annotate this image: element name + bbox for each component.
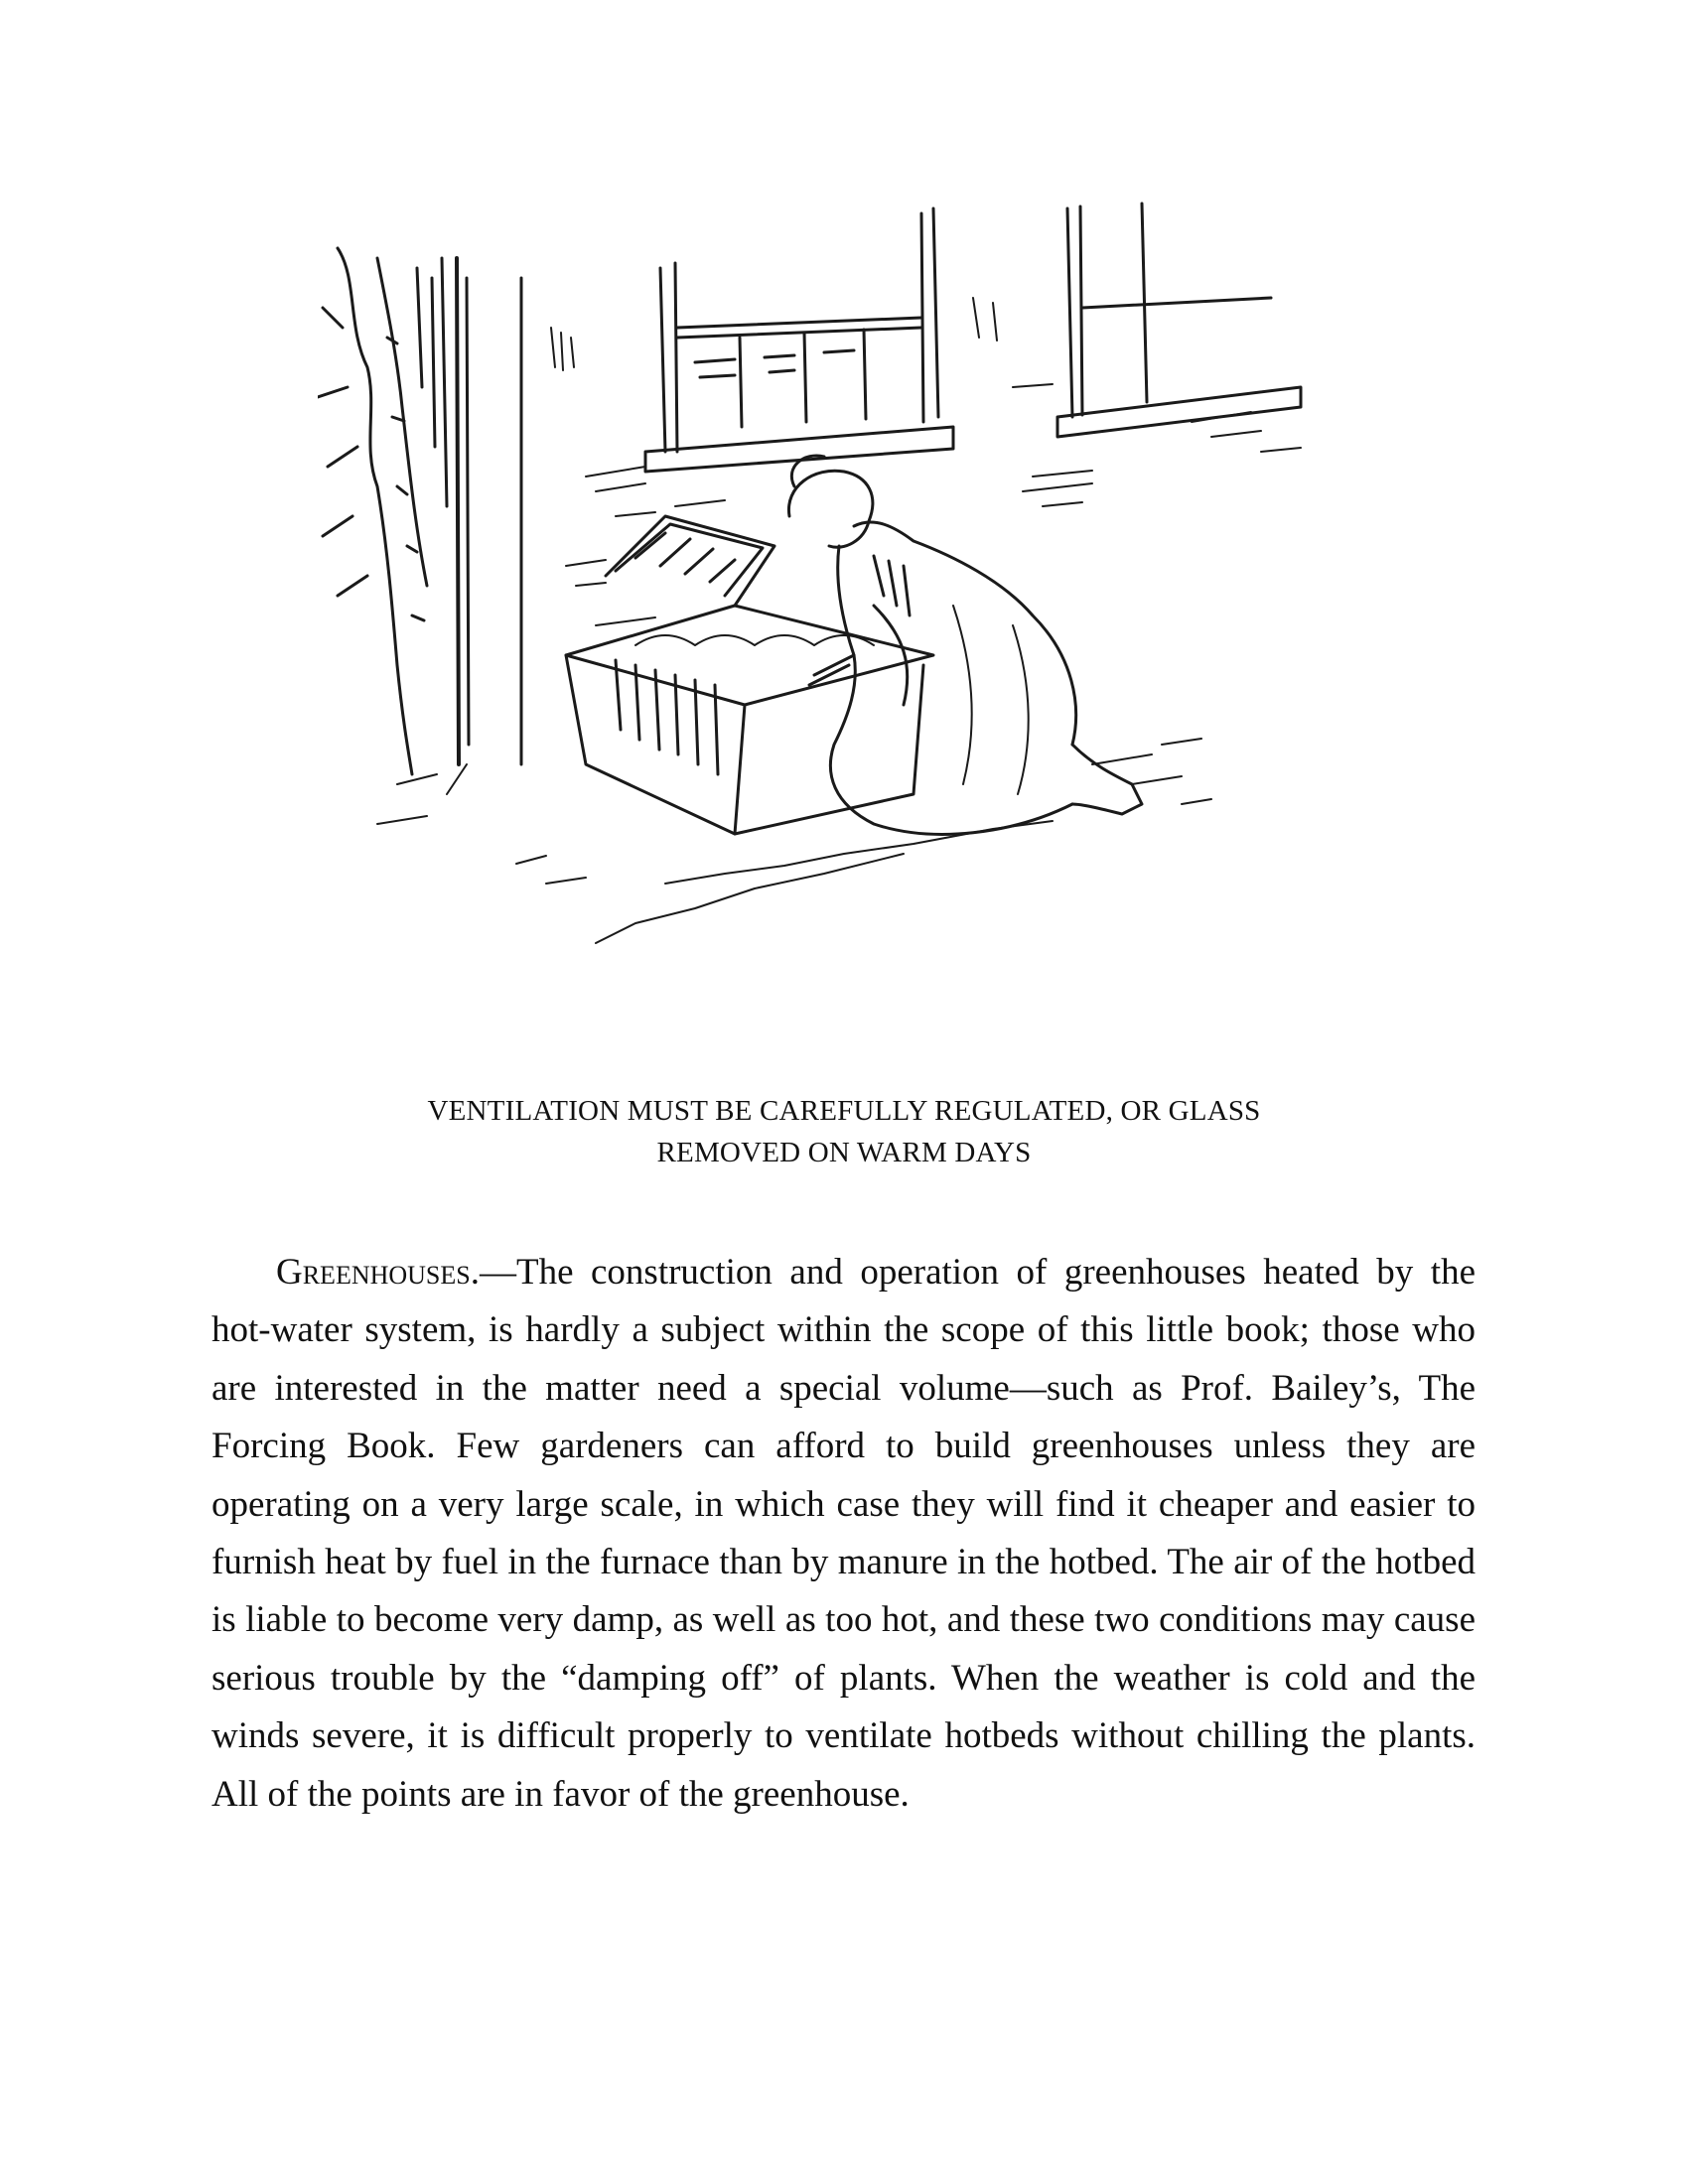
section-heading: Greenhouses. <box>276 1252 480 1293</box>
hotbed-illustration <box>318 189 1370 1082</box>
caption-line: VENTILATION MUST BE CAREFULLY REGULATED, OR GLASS <box>427 1095 1261 1127</box>
caption-line: REMOVED ON WARM DAYS <box>656 1137 1032 1168</box>
figure-caption <box>248 1090 1440 1173</box>
body-paragraph <box>211 1244 1476 1824</box>
paragraph-text: —The construction and operation of greenhouses heated by the hot-water system, is hardly a subject within the scope of this little book; those who are interested in the matter need a special volume—such as Prof. Bailey’s, The Forcing Book. Few gardeners can afford to build greenhouses unless they are operating on a very large scale, in which case they will find it cheaper and easier to furnish heat by fuel in the furnace than by manure in the hotbed. The air of the hotbed is liable to become very damp, as well as too hot, and these two conditions may cause serious trouble by the “damping off” of plants. When the weather is cold and the winds severe, it is difficult properly to ventilate hotbeds without chilling the plants. All of the points are in favor of the greenhouse. <box>211 1252 1476 1815</box>
tree-drawing <box>318 248 469 774</box>
window-drawing <box>645 208 953 472</box>
window-drawing-right <box>1057 204 1301 437</box>
woman-gardener-drawing <box>788 456 1142 834</box>
cold-frame-drawing <box>566 516 933 834</box>
